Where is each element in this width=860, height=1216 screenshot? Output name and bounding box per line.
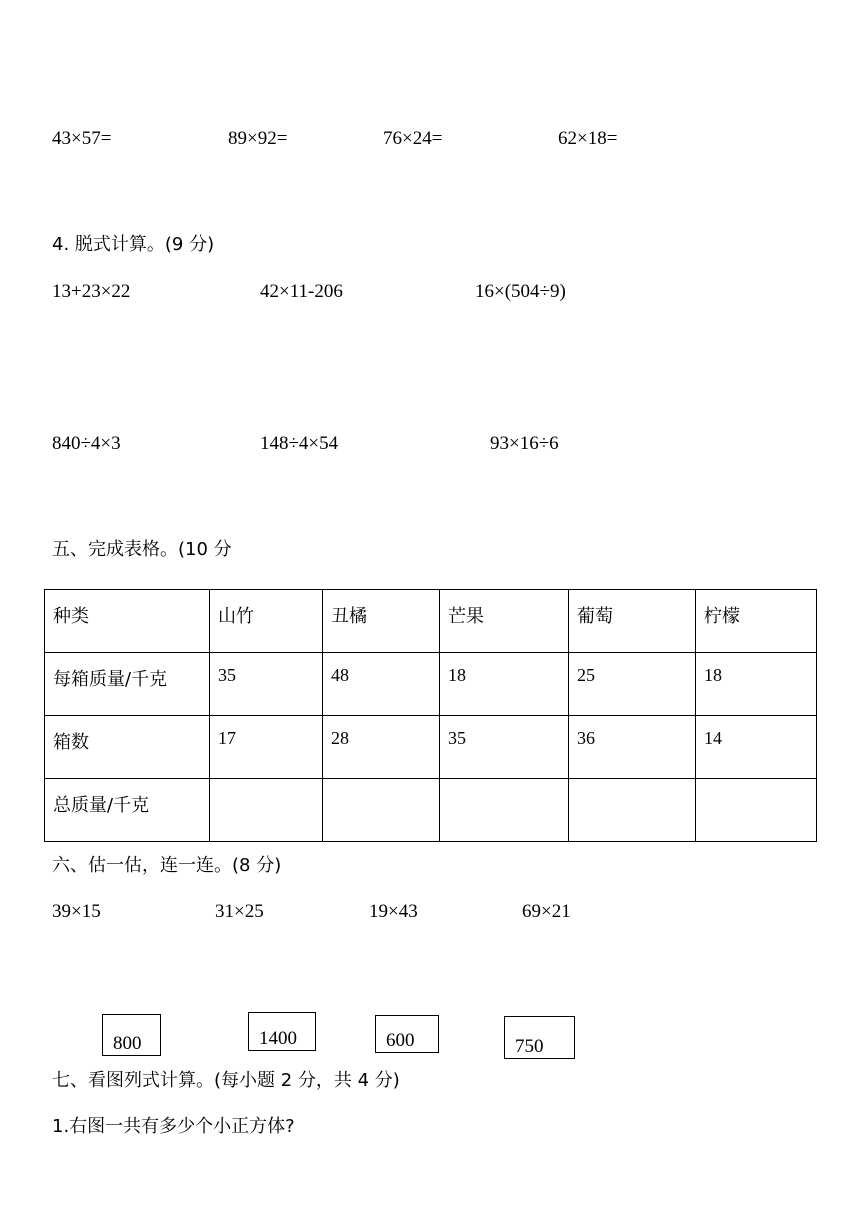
estimate-value: 1400 <box>259 1028 297 1049</box>
fruit-table <box>44 589 817 842</box>
answer-cell[interactable] <box>696 779 817 842</box>
table-cell: 35 <box>440 716 569 779</box>
expression: 31×25 <box>215 901 264 922</box>
estimate-box[interactable] <box>375 1015 439 1053</box>
expression: 69×21 <box>522 901 571 922</box>
expression: 148÷4×54 <box>260 433 339 454</box>
answer-cell[interactable] <box>569 779 696 842</box>
estimate-box[interactable] <box>248 1012 316 1051</box>
table-header-cell: 芒果 <box>440 590 569 653</box>
question-text: 1.右图一共有多少个小正方体? <box>52 1116 295 1137</box>
section-title: 六、估一估，连一连。(8 分) <box>52 855 282 876</box>
table-cell: 17 <box>210 716 323 779</box>
expression: 89×92= <box>228 128 288 149</box>
row-label-cell: 每箱质量/千克 <box>45 653 210 716</box>
table-header-cell: 丑橘 <box>323 590 440 653</box>
table-cell: 18 <box>696 653 817 716</box>
expression: 93×16÷6 <box>490 433 559 454</box>
section-title: 七、看图列式计算。(每小题 2 分，共 4 分) <box>52 1070 400 1091</box>
expression: 43×57= <box>52 128 112 149</box>
table-header-cell: 柠檬 <box>696 590 817 653</box>
expression: 62×18= <box>558 128 618 149</box>
answer-cell[interactable] <box>440 779 569 842</box>
table-cell: 25 <box>569 653 696 716</box>
answer-cell[interactable] <box>210 779 323 842</box>
expression: 42×11-206 <box>260 281 343 302</box>
estimate-box[interactable] <box>102 1014 161 1056</box>
table-cell: 14 <box>696 716 817 779</box>
expression: 840÷4×3 <box>52 433 121 454</box>
table-cell: 35 <box>210 653 323 716</box>
expression: 16×(504÷9) <box>475 281 566 302</box>
table-row <box>45 653 817 716</box>
row-label-cell: 总质量/千克 <box>45 779 210 842</box>
estimate-value: 750 <box>515 1036 544 1057</box>
table-header-cell: 葡萄 <box>569 590 696 653</box>
section-title: 4. 脱式计算。(9 分) <box>52 234 215 255</box>
table-cell: 28 <box>323 716 440 779</box>
table-row <box>45 590 817 653</box>
answer-cell[interactable] <box>323 779 440 842</box>
table-cell: 48 <box>323 653 440 716</box>
table-cell: 18 <box>440 653 569 716</box>
row-label-cell: 箱数 <box>45 716 210 779</box>
table-cell: 36 <box>569 716 696 779</box>
table-header-cell: 山竹 <box>210 590 323 653</box>
estimate-value: 600 <box>386 1030 415 1051</box>
expression: 19×43 <box>369 901 418 922</box>
expression: 13+23×22 <box>52 281 131 302</box>
section-title: 五、完成表格。(10 分 <box>52 539 232 560</box>
estimate-box[interactable] <box>504 1016 575 1059</box>
expression: 39×15 <box>52 901 101 922</box>
table-row <box>45 716 817 779</box>
expression: 76×24= <box>383 128 443 149</box>
table-row <box>45 779 817 842</box>
estimate-value: 800 <box>113 1033 142 1054</box>
table-header-cell: 种类 <box>45 590 210 653</box>
